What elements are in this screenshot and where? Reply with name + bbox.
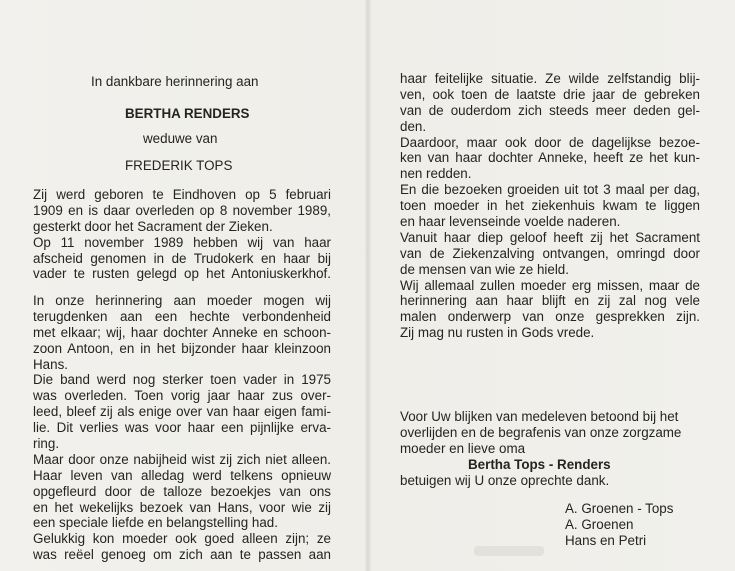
text-line: ken van haar dochter Anneke, heeft ze het kun- [400, 150, 700, 166]
text-line: opgefleurd door de talloze bezoekjes van ons [33, 483, 331, 499]
text-line: moeder en lieve oma [400, 440, 526, 456]
text-line: Gelukkig kon moeder ook goed alleen zijn; ze [33, 531, 331, 547]
text-line: terugdenken aan een hechte verbondenheid [33, 308, 331, 324]
text-line: Zij mag nu rusten in Gods vrede. [400, 325, 595, 341]
right-page [368, 0, 735, 571]
text-line: herinnering aan haar blijft en zij zal nog vele [400, 293, 700, 309]
text-line: van de ouderdom zich steeds meer deden gel- [400, 102, 700, 118]
husband-name: FREDERIK TOPS [125, 158, 233, 173]
text-line: ring. [33, 436, 60, 452]
signature-line: A. Groenen - Tops [565, 501, 674, 516]
text-line: Maar door onze nabijheid wist zij zich niet alleen. [33, 451, 331, 467]
text-line: was reëel genoeg om zich aan te passen aan [33, 547, 331, 563]
text-line: vader te rusten gelegd op het Antoniuskerkhof. [33, 266, 331, 282]
text-line: Die band werd nog sterker toen vader in 1975 [33, 372, 331, 388]
signature-line: Hans en Petri [565, 533, 647, 548]
intro-line: In dankbare herinnering aan [91, 74, 259, 89]
text-line: Op 11 november 1989 hebben wij van haar [33, 234, 331, 250]
text-line: de mensen van wie ze hield. [400, 261, 569, 277]
text-line: 1909 en is daar overleden op 8 november 1989, [33, 202, 331, 218]
thanks-paragraph [400, 409, 710, 488]
memories-paragraph [33, 293, 331, 563]
life-dates-paragraph [33, 187, 331, 282]
text-line: was overleden. Toen vorig jaar haar zus over- [33, 388, 331, 404]
text-line: betuigen wij U onze oprechte dank. [400, 472, 610, 488]
text-line: ven, ook toen de laatste drie jaar de gebreken [400, 86, 700, 102]
signature-line: A. Groenen [565, 517, 634, 532]
text-line: met elkaar; wij, haar dochter Anneke en schoon- [33, 324, 331, 340]
text-line: Vanuit haar diep geloof heeft zij het Sacrament [400, 229, 700, 245]
text-line: lie. Dit verlies was voor haar een pijnlijke erva- [33, 420, 331, 436]
text-line: afscheid genomen in de Trudokerk en haar bij [33, 250, 331, 266]
text-line: een speciale liefde en belangstelling had. [33, 515, 278, 531]
text-line: Voor Uw blijken van medeleven betoond bij het [400, 409, 679, 424]
text-line: toen moeder in het ziekenhuis kwam te liggen [400, 198, 700, 214]
deceased-name: BERTHA RENDERS [125, 106, 250, 121]
text-line: en het wekelijks bezoek van Hans, voor wie zij [33, 499, 331, 515]
text-line: zoon Antoon, en in het bijzonder haar kleinzoon [33, 340, 331, 356]
thanks-name: Bertha Tops - Renders [468, 456, 611, 472]
text-line: Wij allemaal zullen moeder erg missen, maar de [400, 277, 700, 293]
text-line: In onze herinnering aan moeder mogen wij [33, 293, 331, 308]
text-line: Haar leven van alledag werd telkens opnieuw [33, 467, 331, 483]
widow-of-line: weduwe van [143, 131, 218, 146]
text-line: Hans. [33, 356, 68, 372]
text-line: en haar levenseinde voelde naderen. [400, 214, 621, 230]
text-line: malen onderwerp van onze gesprekken zijn. [400, 309, 700, 325]
paper-stain [474, 546, 544, 556]
text-line: En die bezoeken groeiden uit tot 3 maal per dag, [400, 182, 700, 198]
text-line: haar feitelijke situatie. Ze wilde zelfstandig blij- [400, 71, 700, 86]
text-line: van de Ziekenzalving ontvangen, omringd door [400, 245, 700, 261]
continuation-paragraph [400, 71, 700, 341]
text-line: Zij werd geboren te Eindhoven op 5 februari [33, 187, 331, 202]
text-line: nen redden. [400, 166, 472, 182]
text-line: gesterkt door het Sacrament der Zieken. [33, 218, 273, 234]
text-line: den. [400, 118, 427, 134]
text-line: leed, bleef zij als enige over van haar eigen fami- [33, 404, 331, 420]
text-line: overlijden en de begrafenis van onze zorgzame [400, 424, 682, 440]
text-line: Daardoor, maar ook door de dagelijkse bezoe- [400, 134, 700, 150]
